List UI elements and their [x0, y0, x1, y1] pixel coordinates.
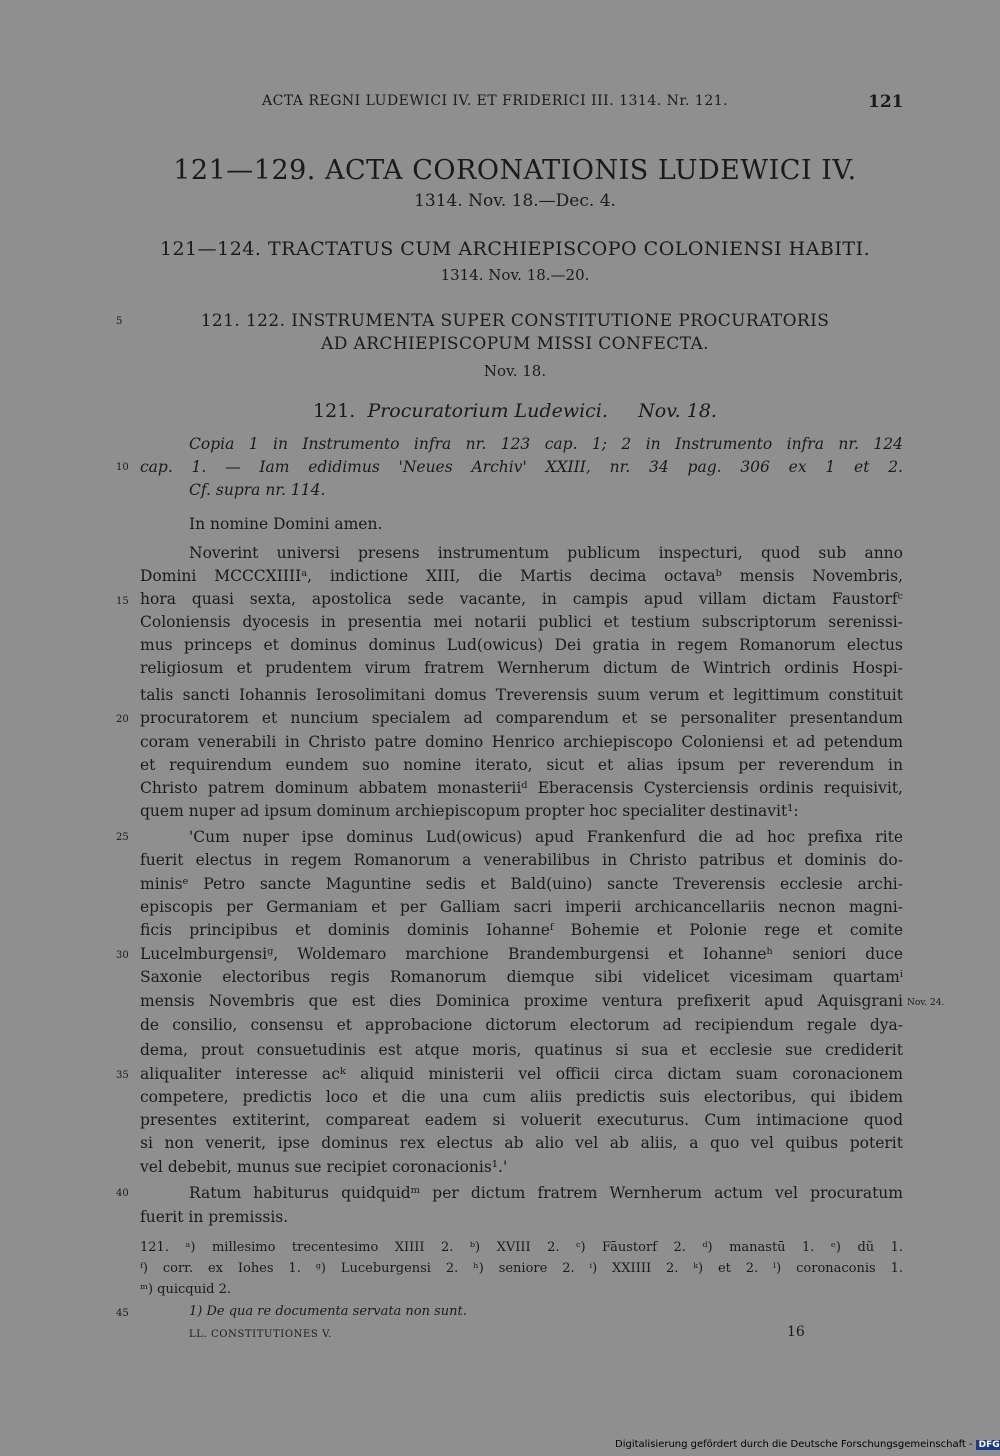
text-line: coram venerabili in Christo patre domino Henrico archiepiscopo Coloniensi et ad petendum: [140, 733, 903, 751]
text-line: hora quasi sexta, apostolica sede vacante, in campis apud villam dictam Faustorfᶜ: [140, 590, 903, 608]
text-line: quem nuper ad ipsum dominum archiepiscopum propter hoc specialiter destinavit¹:: [140, 802, 799, 820]
text-line: mus princeps et dominus dominus Lud(owicus) Dei gratia in regem Romanorum electus: [140, 636, 903, 654]
text-line: Lucelmburgensiᵍ, Woldemaro marchione Brandemburgensi et Iohanneʰ seniori duce: [140, 945, 903, 963]
running-head: ACTA REGNI LUDEWICI IV. ET FRIDERICI III. 1314. Nr. 121.: [262, 93, 729, 109]
text-line: fuerit in premissis.: [140, 1208, 289, 1226]
line-number: 5: [116, 316, 123, 327]
dfg-credit: [615, 1439, 1000, 1450]
margin-date-note: Nov. 24.: [907, 998, 945, 1008]
group-title-line1: 121. 122. INSTRUMENTA SUPER CONSTITUTIONE PROCURATORIS: [200, 311, 830, 331]
footnote-line: ᵐ) quicquid 2.: [140, 1282, 232, 1297]
subsection-title: 121—124. TRACTATUS CUM ARCHIEPISCOPO COLONIENSI HABITI.: [159, 238, 871, 260]
line-number: 30: [116, 950, 129, 961]
line-number: 25: [116, 832, 129, 843]
group-date: Nov. 18.: [483, 362, 547, 380]
text-line: dema, prout consuetudinis est atque moris, quatinus si sua et ecclesie sue crediderit: [140, 1041, 903, 1059]
text-line: mensis Novembris que est dies Dominica proxime ventura prefixerit apud Aquisgrani: [140, 992, 903, 1010]
text-line: procuratorem et nuncium specialem ad comparendum et se personaliter presentandum: [140, 709, 903, 727]
line-number: 40: [116, 1188, 129, 1199]
text-line: de consilio, consensu et approbacione dictorum electorum ad recipiendum regale dya-: [140, 1016, 903, 1034]
text-line: Coloniensis dyocesis in presentia mei notarii publici et testium subscriptorum serenissi-: [140, 613, 903, 631]
text-line: Saxonie electoribus regis Romanorum diemque sibi videlicet vicesimam quartamⁱ: [140, 968, 903, 986]
text-line: si non venerit, ipse dominus rex electus ab alio vel ab aliis, a quo vel quibus poterit: [140, 1134, 903, 1152]
apparatus-line: Cf. supra nr. 114.: [189, 481, 326, 499]
apparatus-line: cap. 1. — Iam edidimus 'Neues Archiv' XXIII, nr. 34 pag. 306 ex 1 et 2.: [140, 458, 903, 476]
line-number: 10: [116, 462, 129, 473]
line-number: 35: [116, 1070, 129, 1081]
text-line: Domini MCCCXIIIIᵃ, indictione XIII, die Martis decima octavaᵇ mensis Novembris,: [140, 567, 903, 585]
text-line: et requirendum eundem suo nomine iterato, sicut et alias ipsum per reverendum in: [140, 756, 903, 774]
text-line: 'Cum nuper ipse dominus Lud(owicus) apud Frankenfurd die ad hoc prefixa rite: [189, 828, 903, 846]
text-line: Ratum habiturus quidquidᵐ per dictum fratrem Wernherum actum vel procuratum: [189, 1184, 903, 1202]
subsection-date: 1314. Nov. 18.—20.: [440, 266, 590, 284]
text-line: fuerit electus in regem Romanorum a venerabilibus in Christo patribus et dominis do-: [140, 851, 903, 869]
group-title-line2: AD ARCHIEPISCOPUM MISSI CONFECTA.: [321, 334, 709, 354]
dfg-credit-text: Digitalisierung gefördert durch die Deutsche Forschungsgemeinschaft -: [615, 1439, 973, 1450]
section-date: 1314. Nov. 18.—Dec. 4.: [414, 191, 616, 211]
document-number: 121.: [313, 400, 356, 422]
section-title: 121—129. ACTA CORONATIONIS LUDEWICI IV.: [173, 155, 857, 186]
line-number: 20: [116, 714, 129, 725]
text-line: competere, predictis loco et die una cum aliis predictis suis electoribus, qui ibidem: [140, 1088, 903, 1106]
document-heading: [130, 400, 900, 422]
sheet-number: 16: [787, 1324, 805, 1340]
line-number: 45: [116, 1308, 129, 1319]
text-line: ficis principibus et dominis dominis Iohanneᶠ Bohemie et Polonie rege et comite: [140, 921, 903, 939]
footnote-line: ᶠ) corr. ex Iohes 1. ᵍ) Luceburgensi 2. ʰ) seniore 2. ⁱ) XXIIII 2. ᵏ) et 2. ˡ) coronaconis 1.: [140, 1261, 903, 1276]
page-number: 121: [868, 92, 904, 112]
document-date: Nov. 18.: [638, 400, 717, 422]
text-line: vel debebit, munus sue recipiet coronacionis¹.': [140, 1158, 508, 1176]
footnote-line: 121. ᵃ) millesimo trecentesimo XIIII 2. ᵇ) XVIII 2. ᶜ) Fāustorf 2. ᵈ) manastū 1. ᵉ) dũ 1.: [140, 1240, 903, 1255]
text-line: In nomine Domini amen.: [189, 515, 383, 533]
text-line: episcopis per Germaniam et per Galliam sacri imperii archicancellariis necnon magni-: [140, 898, 903, 916]
text-line: minisᵉ Petro sancte Maguntine sedis et Bald(uino) sancte Treverensis ecclesie archi-: [140, 875, 903, 893]
text-line: aliqualiter interesse acᵏ aliquid ministerii vel officii circa dictam suam coronacionem: [140, 1065, 903, 1083]
text-line: talis sancti Iohannis Ierosolimitani domus Treverensis suum verum et legittimum constituit: [140, 686, 903, 704]
dfg-logo-icon: DFG: [976, 1440, 1000, 1450]
text-line: Noverint universi presens instrumentum publicum inspecturi, quod sub anno: [189, 544, 903, 562]
series-footer: LL. CONSTITUTIONES V.: [189, 1329, 332, 1340]
line-number: 15: [116, 596, 129, 607]
document-title: Procuratorium Ludewici.: [367, 400, 608, 422]
text-line: presentes extiterint, compareat eadem si voluerit executurus. Cum intimacione quod: [140, 1111, 903, 1129]
editorial-note: 1) De qua re documenta servata non sunt.: [189, 1304, 467, 1319]
text-line: Christo patrem dominum abbatem monasteriiᵈ Eberacensis Cysterciensis ordinis requisivit,: [140, 779, 903, 797]
text-line: religiosum et prudentem virum fratrem Wernherum dictum de Wintrich ordinis Hospi-: [140, 659, 903, 677]
apparatus-line: Copia 1 in Instrumento infra nr. 123 cap. 1; 2 in Instrumento infra nr. 124: [189, 435, 903, 453]
